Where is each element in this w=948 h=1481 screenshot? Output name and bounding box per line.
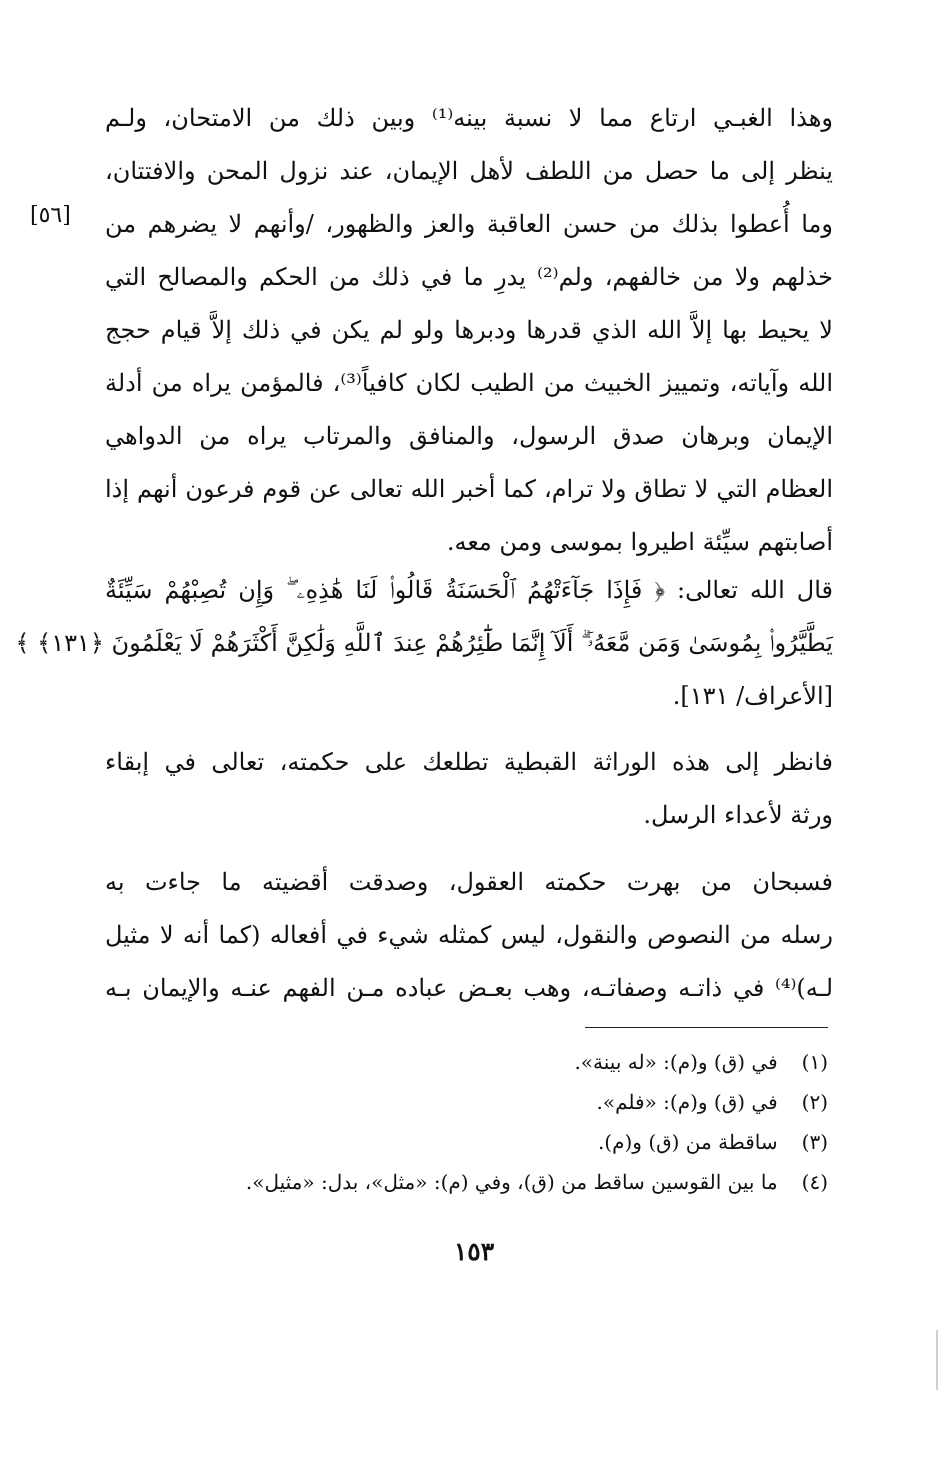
paragraph-3 [105,736,833,842]
text-line: فانظر إلى هذه الوراثة القبطية تطلعك على حكمته، تعالى في إبقاء [105,748,833,776]
footnote-text: في (ق) و(م): «فلم». [596,1090,778,1114]
footnote-number: (٢) [801,1090,828,1114]
text-line: وما أُعطوا بذلك من حسن العاقبة والعز والظهور، /وأنهم لا يضرهم من [105,210,833,238]
footnote-text: ساقطة من (ق) و(م). [597,1130,778,1154]
paragraph-1 [105,92,833,569]
footnote-item [200,1042,828,1082]
text-line: الإيمان وبرهان صدق الرسول، والمنافق والمرتاب يراه من الدواهي [105,422,833,450]
footnote-item [200,1082,828,1122]
text-line: يَطَّيَّرُوا۟ بِمُوسَىٰ وَمَن مَّعَهُۥٓ ۗ أَلَآ إِنَّمَا طَٰٓئِرُهُمْ عِندَ ٱللَّهِ وَلَٰكِنَّ أَكْثَرَهُمْ لَا يَعْلَمُونَ ﴿١٣١﴾ ﴾ [15,629,833,657]
footnote-text: في (ق) و(م): «له بينة». [574,1050,778,1074]
footnote-text: ما بين القوسين ساقط من (ق)، وفي (م): «مثل»، بدل: «مثيل». [245,1170,778,1194]
text-line: قال الله تعالى: ﴿ فَإِذَا جَآءَتْهُمُ ٱلْحَسَنَةُ قَالُوا۟ لَنَا هَٰذِهِۦ ۖ وَإِن تُصِبْهُمْ سَيِّئَةٌ [105,576,833,604]
quran-quote-paragraph [15,564,833,723]
margin-page-reference: [٥٦] [30,203,71,228]
text-line: وهذا الغبـي ارتاع مما لا نسبة بينه⁽¹⁾ وبين ذلك من الامتحان، ولـم [105,104,833,132]
footnote-number: (٤) [801,1170,828,1194]
footnotes [200,1042,828,1202]
footnote-item [200,1162,828,1202]
text-line: لا يحيط بها إلاَّ الله الذي قدرها ودبرها ولو لم يكن في ذلك إلاَّ قيام حجج [105,316,833,344]
scan-edge-mark [936,1330,938,1390]
footnote-number: (١) [801,1050,828,1074]
text-line: رسله من النصوص والنقول، ليس كمثله شيء في أفعاله (كما أنه لا مثيل [105,921,833,949]
footnote-number: (٣) [801,1130,828,1154]
text-line: ينظر إلى ما حصل من اللطف لأهل الإيمان، عند نزول المحن والافتتان، [105,157,833,185]
page-number: ١٥٣ [453,1237,495,1266]
text-line: الله وآياته، وتمييز الخبيث من الطيب لكان كافياً⁽³⁾، فالمؤمن يراه من أدلة [105,369,833,397]
text-line: العظام التي لا تطاق ولا ترام، كما أخبر الله تعالى عن قوم فرعون أنهم إذا [105,475,833,503]
text-line: ورثة لأعداء الرسل. [643,801,833,829]
text-line: لـه)⁽⁴⁾ في ذاتـه وصفاتـه، وهب بعـض عباده مـن الفهم عنـه والإيمان بـه [105,974,833,1002]
paragraph-4 [105,856,833,1015]
text-line: فسبحان من بهرت حكمته العقول، وصدقت أقضيته ما جاءت به [105,868,833,896]
text-line: [الأعراف/ ١٣١]. [672,682,833,710]
footnote-item [200,1122,828,1162]
text-line: خذلهم ولا من خالفهم، ولم⁽²⁾ يدرِ ما في ذلك من الحكم والمصالح التي [105,263,833,291]
text-line: أصابتهم سيِّئة اطيروا بموسى ومن معه. [446,528,833,556]
footnote-separator [585,1027,828,1028]
